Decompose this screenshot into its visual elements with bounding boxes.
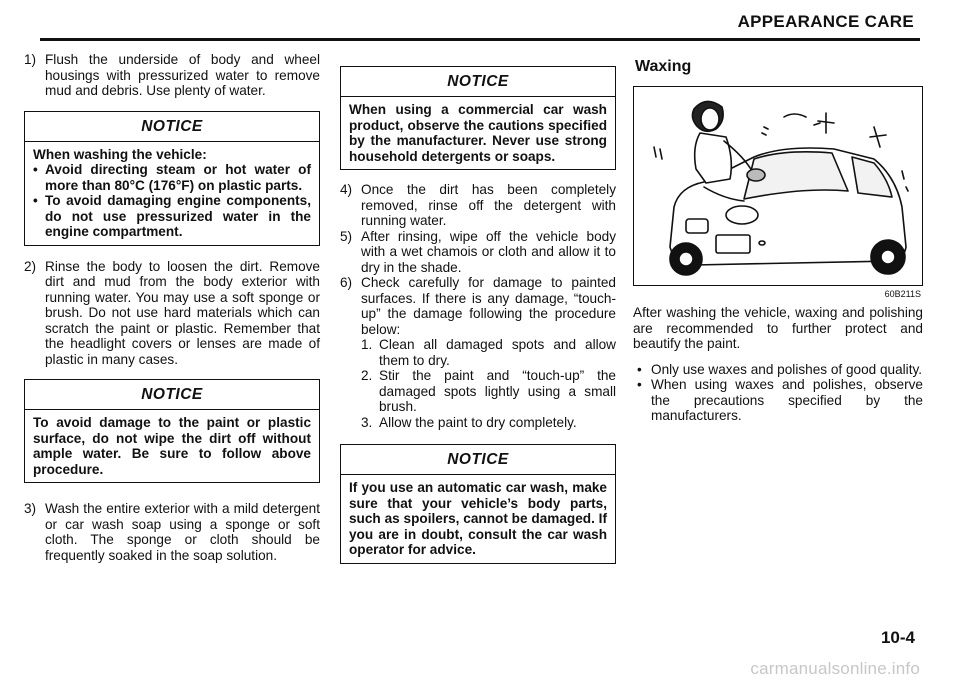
- notice-bullet-text: Avoid directing steam or hot water of more than 80°C (176°F) on plastic parts.: [45, 162, 311, 193]
- step-5: [340, 229, 616, 276]
- notice-title: NOTICE: [341, 67, 615, 97]
- substep-text: Clean all damaged spots and allow them to dry.: [379, 337, 616, 368]
- bullet-text: When using waxes and polishes, observe the precautions specified by the manufacturers.: [651, 377, 923, 423]
- step-6: [340, 275, 616, 430]
- step-list-1: [24, 52, 320, 99]
- substep-1: [361, 337, 616, 368]
- substep-text: Allow the paint to dry completely.: [379, 414, 577, 430]
- bullet-icon: •: [637, 377, 642, 392]
- right-column: [633, 54, 923, 424]
- waxing-figure: [633, 86, 923, 286]
- step-number: 5): [340, 228, 353, 244]
- step-number: 4): [340, 182, 353, 197]
- step-text: Check carefully for damage to painted surfaces. If there is any damage, “touch-up” the damage following the procedure below:: [361, 275, 616, 337]
- step-list-3: [24, 501, 320, 563]
- woman-waxing-car-icon: [634, 87, 921, 284]
- notice-box-car-wash-product: [340, 66, 616, 170]
- substep-list: [361, 337, 616, 430]
- step-2: [24, 259, 320, 368]
- notice-title: NOTICE: [25, 380, 319, 410]
- notice-body: If you use an automatic car wash, make sure that your vehicle’s body parts, such as spoilers, cannot be damaged. If you are in doubt, consult the car wash operator for advice.: [349, 480, 607, 557]
- step-text: Flush the underside of body and wheel housings with pressurized water to remove mud and debris. Use plenty of water.: [45, 52, 320, 98]
- step-list-4-6: [340, 182, 616, 430]
- notice-box-automatic-car-wash: [340, 444, 616, 564]
- notice-title: NOTICE: [341, 445, 615, 475]
- page-header-title: APPEARANCE CARE: [737, 12, 914, 31]
- waxing-bullets: [633, 362, 923, 424]
- substep-2: [361, 368, 616, 415]
- step-text: After rinsing, wipe off the vehicle body with a wet chamois or cloth and allow it to dry in the shade.: [361, 228, 616, 275]
- step-number: 2): [24, 258, 37, 274]
- notice-bullet: [33, 193, 311, 240]
- substep-3: [361, 415, 616, 431]
- step-number: 6): [340, 275, 353, 290]
- page-number: 10-4: [880, 628, 915, 647]
- middle-column: [340, 66, 616, 564]
- step-number: 1): [24, 52, 37, 67]
- notice-intro: When washing the vehicle:: [33, 146, 207, 162]
- substep-text: Stir the paint and “touch-up” the damaged spots lightly using a small brush.: [379, 368, 616, 414]
- step-number: 3): [24, 501, 37, 516]
- left-column: [24, 52, 320, 563]
- substep-number: 3.: [361, 414, 373, 430]
- figure-caption: 60B211S: [884, 289, 921, 299]
- step-list-2: [24, 259, 320, 368]
- waxing-bullet: [633, 377, 923, 424]
- watermark: carmanualsonline.info: [750, 659, 920, 678]
- step-text: Rinse the body to loosen the dirt. Remove dirt and mud from the body exterior with running water. You may use a soft sponge or brush. Do not use hard materials which can scratch the paint or plastic. Remember that the headlight covers or lenses are made of plastic in many cases.: [45, 258, 320, 367]
- step-3: [24, 501, 320, 563]
- notice-body: To avoid damage to the paint or plastic surface, do not wipe the dirt off without ample water. Be sure to follow above procedure.: [33, 415, 311, 477]
- header-rule: [40, 38, 920, 41]
- waxing-paragraph: After washing the vehicle, waxing and polishing are recommended to further protect and beautify the paint.: [633, 305, 923, 351]
- step-4: [340, 182, 616, 229]
- step-1: [24, 52, 320, 99]
- waxing-bullet: [633, 362, 923, 378]
- step-text: Wash the entire exterior with a mild detergent or car wash soap using a sponge or soft cloth. The sponge or cloth should be frequently soaked in the soap solution.: [45, 501, 320, 563]
- notice-bullet-text: To avoid damaging engine components, do not use pressurized water in the engine compartment.: [45, 193, 311, 239]
- substep-number: 1.: [361, 337, 373, 352]
- notice-bullet: [33, 162, 311, 193]
- notice-box-wipe: [24, 379, 320, 483]
- bullet-text: Only use waxes and polishes of good quality.: [651, 361, 923, 377]
- section-heading-waxing: Waxing: [635, 58, 692, 75]
- notice-box-washing: [24, 111, 320, 246]
- substep-number: 2.: [361, 368, 373, 383]
- bullet-icon: •: [637, 361, 642, 377]
- bullet-icon: •: [33, 193, 38, 208]
- notice-body: [25, 142, 319, 245]
- bullet-icon: •: [33, 162, 38, 177]
- notice-body: When using a commercial car wash product, observe the cautions specified by the manufacturer. Never use strong household detergents or soaps.: [349, 102, 607, 164]
- step-text: Once the dirt has been completely removed, rinse off the detergent with running water.: [361, 182, 616, 228]
- notice-title: NOTICE: [25, 112, 319, 142]
